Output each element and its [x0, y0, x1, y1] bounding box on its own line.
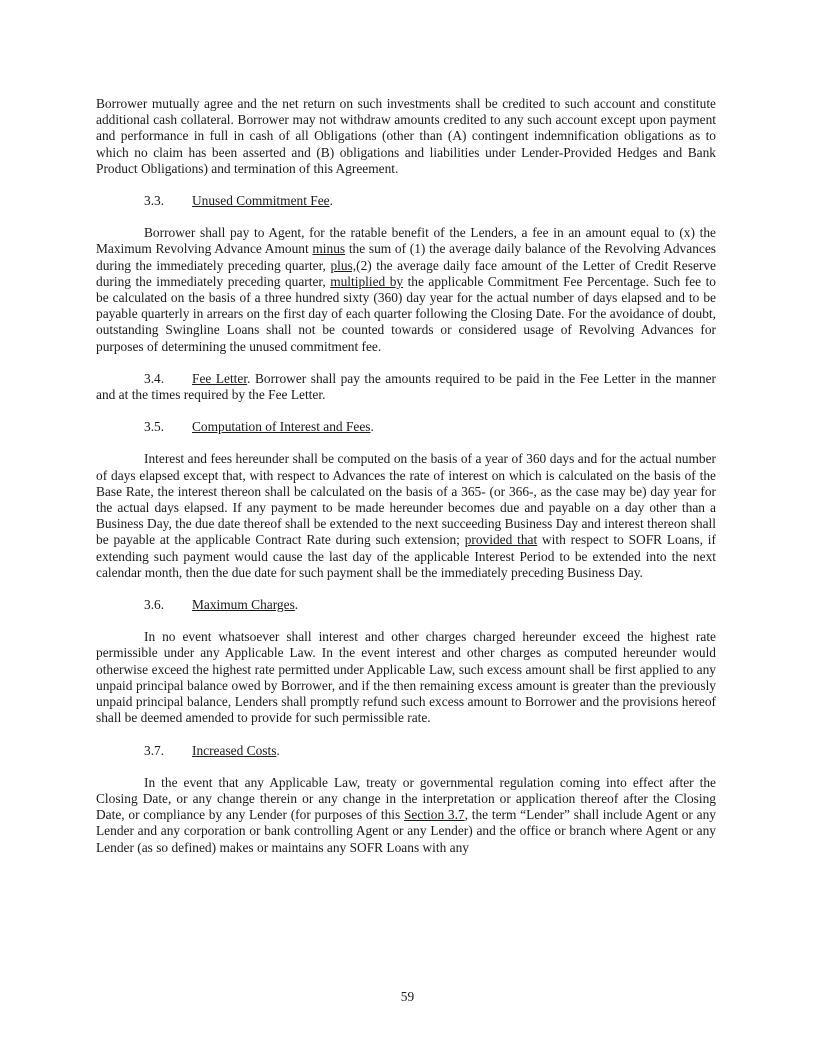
section-3-4-paragraph: 3.4. Fee Letter. Borrower shall pay the amounts required to be paid in the Fee Letter in the manner and at the times required by the Fee Letter.: [96, 370, 716, 403]
section-3-3-heading: 3.3. Unused Commitment Fee.: [144, 193, 333, 209]
section-3-7-title: Increased Costs: [192, 742, 277, 758]
section-3-6-heading: 3.6. Maximum Charges.: [144, 597, 299, 613]
section-3-5-title: Computation of Interest and Fees: [192, 419, 371, 435]
section-3-6-paragraph: In no event whatsoever shall interest and other charges charged hereunder exceed the highest rate permissible under any Applicable Law. In the event interest and other charges as computed hereunder would otherwise exceed the highest rate permitted under Applicable Law, such excess amount shall be first applied to any unpaid principal balance owed by Borrower, and if the then remaining excess amount is greater than the previously unpaid principal balance, Lenders shall promptly refund such excess amount to Borrower and the provisions hereof shall be deemed amended to provide for such permissible rate.: [96, 629, 716, 726]
section-3-7-paragraph: In the event that any Applicable Law, treaty or governmental regulation coming into effect after the Closing Date, or any change therein or any change in the interpretation or application thereof after the Closing Date, or compliance by any Lender (for purposes of this Section 3.7, the term “Lender” shall include Agent or any Lender and any corporation or bank controlling Agent or any Lender) and the office or branch where Agent or any Lender (as so defined) makes or maintains any SOFR Loans with any: [96, 774, 716, 855]
section-3-5-heading: 3.5. Computation of Interest and Fees.: [144, 419, 374, 435]
paragraph-continued: Borrower mutually agree and the net return on such investments shall be credited to such account and constitute additional cash collateral. Borrower may not withdraw amounts credited to any such account except upon payment and performance in full in cash of all Obligations (other than (A) contingent indemnification obligations as to which no claim has been asserted and (B) obligations and liabilities under Lender-Provided Hedges and Bank Product Obligations) and termination of this Agreement.: [96, 96, 716, 176]
section-3-6-title: Maximum Charges: [192, 597, 295, 613]
section-3-5-paragraph: Interest and fees hereunder shall be computed on the basis of a year of 360 days and for the actual number of days elapsed except that, with respect to Advances the rate of interest on which is calculated on the basis of the Base Rate, the interest thereon shall be calculated on the basis of a 365- (or 366-, as the case may be) day year for the actual days elapsed. If any payment to be made hereunder becomes due and payable on a day other than a Business Day, the due date thereof shall be extended to the next succeeding Business Day and interest thereon shall be payable at the applicable Contract Rate during such extension; provided that with respect to SOFR Loans, if extending such payment would cause the last day of the applicable Interest Period to be extended into the next calendar month, then the due date for such payment shall be the immediately preceding Business Day.: [96, 451, 716, 580]
section-3-7-heading: 3.7. Increased Costs.: [144, 742, 280, 758]
section-3-3-paragraph: Borrower shall pay to Agent, for the ratable benefit of the Lenders, a fee in an amount equal to (x) the Maximum Revolving Advance Amount minus the sum of (1) the average daily balance of the Revolving Advances during the immediately preceding quarter, plus,(2) the average daily face amount of the Letter of Credit Reserve during the immediately preceding quarter, multiplied by the applicable Commitment Fee Percentage. Such fee to be calculated on the basis of a three hundred sixty (360) day year for the actual number of days elapsed and to be payable quarterly in arrears on the first day of each quarter following the Closing Date. For the avoidance of doubt, outstanding Swingline Loans shall not be counted towards or considered usage of Revolving Advances for purposes of determining the unused commitment fee.: [96, 225, 716, 354]
document-body: [96, 96, 716, 856]
page-number: 59: [400, 989, 415, 1004]
section-3-7-reference: Section 3.7: [403, 807, 465, 823]
section-3-3-title: Unused Commitment Fee: [192, 193, 330, 209]
section-3-4-title: Fee Letter: [192, 370, 248, 386]
